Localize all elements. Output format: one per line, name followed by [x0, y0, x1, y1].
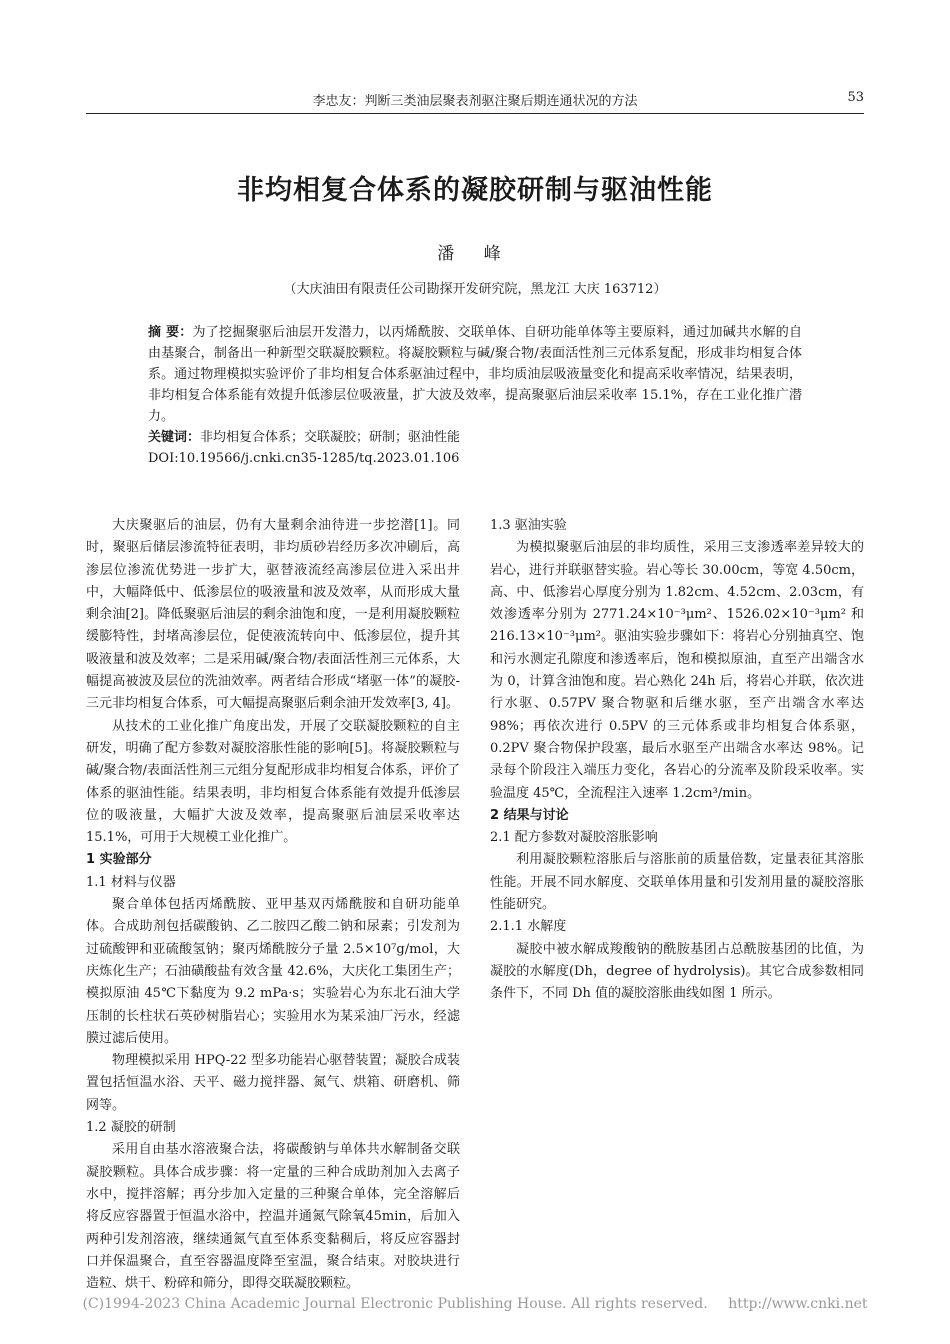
running-header	[86, 90, 864, 114]
article-title: 非均相复合体系的凝胶研制与驱油性能	[237, 175, 713, 206]
intro-paragraph-1: 大庆聚驱后的油层，仍有大量剩余油待进一步挖潜[1]。同时，聚驱后储层渗流特征表明，非均质砂岩经历多次冲刷后，高渗层位渗流优势进一步扩大，驱替液流经高渗层位进入采出井中，大幅降低中、低渗层位的吸液量和波及效率，从而形成大量剩余油[2]。降低聚驱后油层的剩余油饱和度，一是利用凝胶颗粒缓膨特性，封堵高渗层位，促使液流转向中、低渗层位，提升其吸液量和波及效率；二是采用碱/聚合物/表面活性剂三元体系，大幅提高被波及层位的洗油效率。两者结合形成“堵驱一体”的凝胶-三元非均相复合体系，可大幅提高聚驱后剩余油开发效率[3, 4]。	[86, 518, 460, 712]
running-title: 李忠友：判断三类油层聚表剂驱注聚后期连通状况的方法	[312, 94, 638, 109]
section-1-2-heading: 1.2 凝胶的研制	[86, 1120, 176, 1136]
abstract-label: 摘 要：	[148, 325, 193, 340]
section-2-heading: 2 结果与讨论	[490, 807, 569, 823]
left-column	[86, 515, 460, 1295]
keywords-label: 关键词：	[148, 430, 201, 445]
doi-line: DOI:10.19566/j.cnki.cn35-1285/tq.2023.01.106	[148, 451, 460, 466]
page-number: 53	[847, 90, 864, 105]
hydrolysis-paragraph: 凝胶中被水解成羧酸钠的酰胺基团占总酰胺基团的比值，为凝胶的水解度(Dh，degree of hydrolysis)。其它合成参数相同条件下，不同 Dh 值的凝胶溶胀曲线如图 1 所示。	[490, 941, 864, 1002]
abstract-block	[148, 322, 802, 469]
instruments-paragraph: 物理模拟采用 HPQ-22 型多功能岩心驱替装置；凝胶合成装置包括恒温水浴、天平、磁力搅拌器、氮气、烘箱、研磨机、筛网等。	[86, 1053, 460, 1113]
header-divider	[86, 113, 864, 114]
synthesis-paragraph: 采用自由基水溶液聚合法，将碳酸钠与单体共水解制备交联凝胶颗粒。具体合成步骤：将一定量的三种合成助剂加入去离子水中，搅拌溶解；再分步加入定量的三种聚合单体，完全溶解后将反应容器置于恒温水浴中，控温并通氮气除氧45min，后加入两种引发剂溶液，继续通氮气直至体系变黏稠后，将反应容器封口并保温聚合，直至容器温度降至室温，聚合结束。对胶块进行造粒、烘干、粉碎和筛分，即得交联凝胶颗粒。	[86, 1142, 460, 1292]
copyright-text: (C)1994-2023 China Academic Journal Electronic Publishing House. All rights reserved.	[82, 1296, 708, 1312]
intro-paragraph-2: 从技术的工业化推广角度出发，开展了交联凝胶颗粒的自主研发，明确了配方参数对凝胶溶胀性能的影响[5]。将凝胶颗粒与碱/聚合物/表面活性剂三元组分复配形成非均相复合体系，评价了体系的驱油性能。结果表明，非均相复合体系能有效提升低渗层位的吸液量，大幅扩大波及效率，提高聚驱后油层采收率达 15.1%，可用于大规模工业化推广。	[86, 718, 460, 846]
cnki-link[interactable]: http://www.cnki.net	[728, 1296, 868, 1312]
abstract-paragraph	[148, 322, 802, 427]
author-affiliation: （大庆油田有限责任公司勘探开发研究院，黑龙江 大庆 163712）	[283, 282, 667, 297]
article-author: 潘 峰	[437, 244, 513, 264]
section-1-1-heading: 1.1 材料与仪器	[86, 874, 176, 890]
footer	[0, 1296, 950, 1312]
abstract-text: 为了挖掘聚驱后油层开发潜力，以丙烯酰胺、交联单体、自研功能单体等主要原料，通过加碱共水解的自由基聚合，制备出一种新型交联凝胶颗粒。将凝胶颗粒与碱/聚合物/表面活性剂三元体系复配，形成非均相复合体系。通过物理模拟实验评价了非均相复合体系驱油过程中，非均质油层吸液量变化和提高采收率情况，结果表明，非均相复合体系能有效提升低渗层位吸液量，扩大波及效率，提高聚驱后油层采收率 15.1%，存在工业化推广潜力。	[148, 325, 802, 424]
section-1-heading: 1 实验部分	[86, 852, 152, 868]
flooding-paragraph: 为模拟聚驱后油层的非均质性，采用三支渗透率差异较大的岩心，进行并联驱替实验。岩心等长 30.00cm，等宽 4.50cm，高、中、低渗岩心厚度分别为 1.82cm、4.52cm、2.03cm，有效渗透率分别为 2771.24×10⁻³μm²、1526.02×10⁻³μm² 和 216.13×10⁻³μm²。驱油实验步骤如下：将岩心分别抽真空、饱和污水测定孔隙度和渗透率后，饱和模拟原油，直至产出端含水为 0，计算含油饱和度。岩心熟化 24h 后，将岩心并联，依次进行水驱、0.57PV 聚合物驱和后继水驱，至产出端含水率达 98%；再依次进行 0.5PV 的三元体系或非均相复合体系驱，0.2PV 聚合物保护段塞，最后水驱至产出端含水率达 98%。记录每个阶段注入端压力变化，各岩心的分流率及阶段采收率。实验温度 45℃，全流程注入速率 1.2cm³/min。	[490, 540, 864, 801]
swelling-paragraph: 利用凝胶颗粒溶胀后与溶胀前的质量倍数，定量表征其溶胀性能。开展不同水解度、交联单体用量和引发剂用量的凝胶溶胀性能研究。	[490, 852, 864, 913]
section-2-1-heading: 2.1 配方参数对凝胶溶胀影响	[490, 830, 658, 846]
right-column	[490, 515, 864, 1006]
section-1-3-heading: 1.3 驱油实验	[490, 518, 567, 533]
materials-paragraph: 聚合单体包括丙烯酰胺、亚甲基双丙烯酰胺和自研功能单体。合成助剂包括碳酸钠、乙二胺四乙酸二钠和尿素；引发剂为过硫酸钾和亚硫酸氢钠；聚丙烯酰胺分子量 2.5×10⁷g/mol，大庆炼化生产；石油磺酸盐有效含量 42.6%，大庆化工集团生产；模拟原油 45℃下黏度为 9.2 mPa·s；实验岩心为东北石油大学压制的长柱状石英砂树脂岩心；实验用水为某采油厂污水，经滤膜过滤后使用。	[86, 897, 460, 1046]
keywords-text: 非均相复合体系；交联凝胶；研制；驱油性能	[200, 430, 461, 445]
section-2-1-1-heading: 2.1.1 水解度	[490, 919, 567, 935]
keywords-line	[148, 427, 802, 448]
